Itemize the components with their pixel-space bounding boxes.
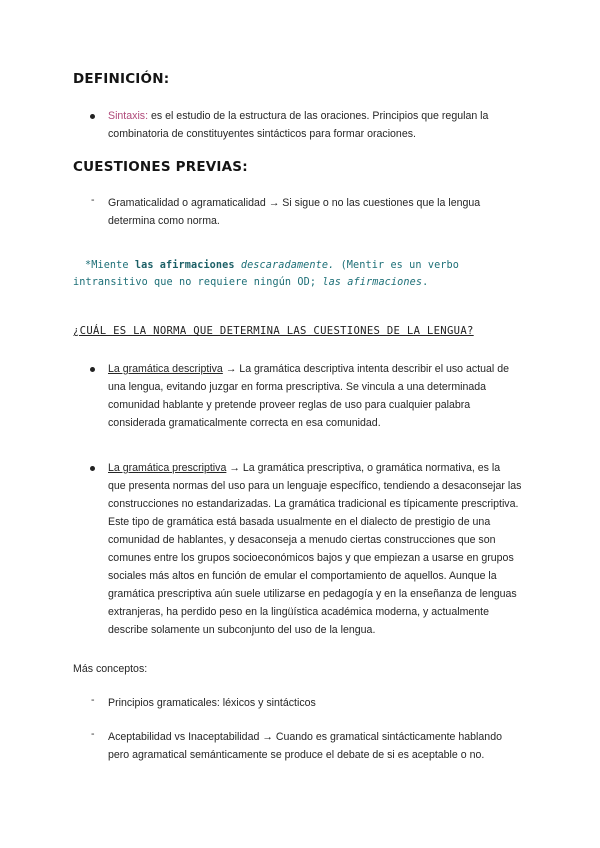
dash-marker: - xyxy=(91,194,95,206)
cuestiones-line-2: determina como norma. xyxy=(108,215,220,227)
aceptabilidad-line-1: Aceptabilidad vs Inaceptabilidad → Cuando es gramatical sintácticamente hablando xyxy=(108,731,502,743)
bullet-dot xyxy=(90,367,95,372)
term-sintaxis: Sintaxis: xyxy=(108,110,149,122)
prescriptiva-line: Este tipo de gramática está basada usualmente en el dialecto de prestigio de una xyxy=(108,516,491,528)
example-explanation: intransitivo que no requiere ningún OD; xyxy=(73,277,323,288)
prescriptiva-line: extranjeras, ha perdido peso en la lingüística académica moderna, y actualmente xyxy=(108,606,490,618)
example-line-2 xyxy=(73,274,428,291)
example-period: . xyxy=(422,277,429,288)
example-line-1 xyxy=(85,257,527,274)
example-adverb: descaradamente. xyxy=(234,260,335,271)
prescriptiva-line: gramática prescriptiva aún suele utilizarse en pedagogía y en la enseñanza de lenguas xyxy=(108,588,517,600)
prescriptiva-line: comunidad de hablantes, y desaconseja a menudo ciertas construcciones que son xyxy=(108,534,496,546)
descriptiva-line: una lengua, evitando juzgar en forma prescriptiva. Se vincula a una determinada xyxy=(108,381,487,393)
prescriptiva-item xyxy=(108,459,528,639)
example-object: las afirmaciones xyxy=(134,260,235,271)
definicion-item xyxy=(108,107,528,143)
definicion-line-1: es el estudio de la estructura de las oraciones. Principios que regulan la xyxy=(148,110,489,122)
definicion-line-2: combinatoria de constituyentes sintácticos para formar oraciones. xyxy=(108,128,416,140)
descriptiva-line: considerada gramaticalmente correcta en esa comunidad. xyxy=(108,417,381,429)
section-title-norma: ¿CUÁL ES LA NORMA QUE DETERMINA LAS CUESTIONES DE LA LENGUA? xyxy=(73,325,474,337)
prescriptiva-line: → La gramática prescriptiva, o gramática normativa, es la xyxy=(226,462,501,474)
descriptiva-line: comunidad hablante y pretende proveer reglas de uso para cualquier palabra xyxy=(108,399,471,411)
cuestiones-item xyxy=(108,194,528,230)
cuestiones-line-1: Gramaticalidad o agramaticalidad → Si sigue o no las cuestiones que la lengua xyxy=(108,197,481,209)
descriptiva-item xyxy=(108,360,527,432)
bullet-dot xyxy=(90,114,95,119)
term-gramatica-prescriptiva: La gramática prescriptiva xyxy=(108,462,227,474)
dash-marker: - xyxy=(91,694,95,706)
example-object-italic: las afirmaciones xyxy=(322,277,423,288)
prescriptiva-line: sociales más altos en función de emular el comportamiento de aquellos. Aunque la xyxy=(108,570,497,582)
mas-conceptos-label: Más conceptos: xyxy=(73,663,148,675)
term-gramatica-descriptiva: La gramática descriptiva xyxy=(108,363,223,375)
prescriptiva-line: describe solamente un subconjunto del uso de la lengua. xyxy=(108,624,376,636)
example-asterisk-verb: *Miente xyxy=(85,260,135,271)
heading-definicion: DEFINICIÓN: xyxy=(73,71,170,87)
mas-item-principios: Principios gramaticales: léxicos y sintácticos xyxy=(108,697,316,709)
dash-marker: - xyxy=(91,728,95,740)
aceptabilidad-line-2: pero agramatical semánticamente se produce el debate de si es aceptable o no. xyxy=(108,749,485,761)
prescriptiva-line: comunes entre los grupos socioeconómicos bajos y que empiezan a usarse en grupos xyxy=(108,552,514,564)
prescriptiva-line: construcciones no estandarizadas. La gramática tradicional es típicamente prescriptiva. xyxy=(108,498,519,510)
mas-item-aceptabilidad xyxy=(108,728,528,764)
heading-cuestiones-previas: CUESTIONES PREVIAS: xyxy=(73,159,248,175)
prescriptiva-line: que presenta normas del uso para un lenguaje específico, tendiendo a desaconsejar las xyxy=(108,480,522,492)
bullet-dot xyxy=(90,466,95,471)
descriptiva-line: → La gramática descriptiva intenta describir el uso actual de xyxy=(222,363,510,375)
example-explanation-start: (Mentir es un verbo xyxy=(334,260,460,271)
